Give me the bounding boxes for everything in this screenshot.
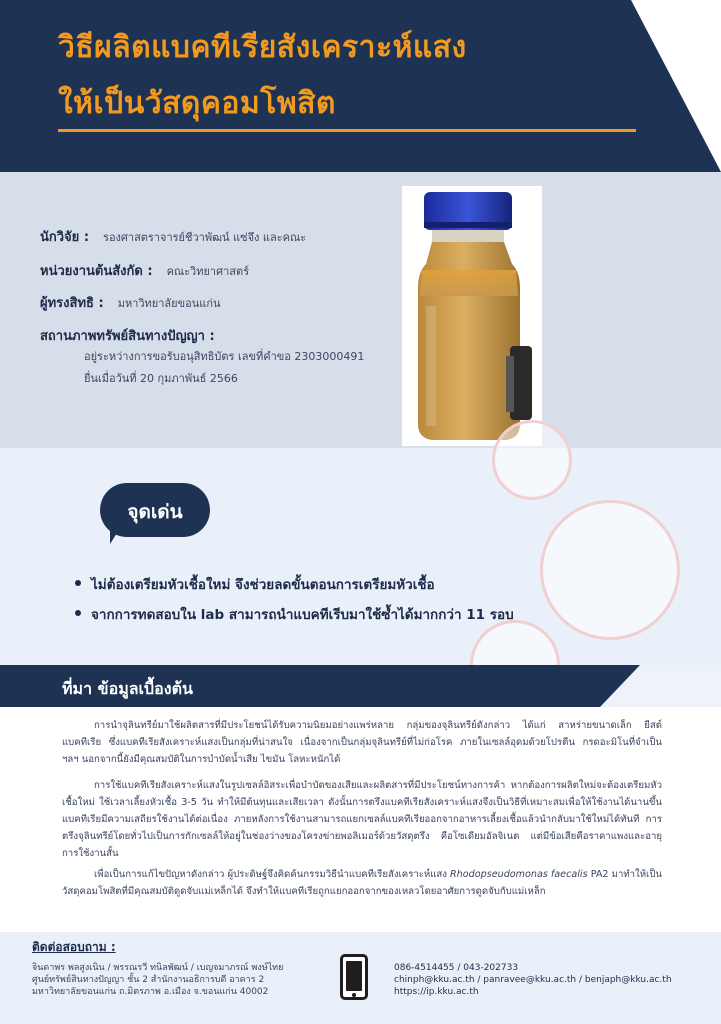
highlight-item: ไม่ต้องเตรียมหัวเชื้อใหม่ จึงช่วยลดขั้นตอนการเตรียมหัวเชื้อ — [75, 573, 514, 595]
bottle-image — [402, 186, 542, 446]
researcher-value: รองศาสตราจารย์ชีวาพัฒน์ แซ่จึง และคณะ — [103, 231, 307, 244]
phone-icon — [340, 954, 368, 1000]
highlight-list — [75, 573, 514, 633]
paragraph-3-species: Rhodopseudomonas faecalis — [450, 869, 588, 880]
background-paragraph-2 — [62, 777, 662, 862]
contact-emails[interactable]: chinph@kku.ac.th / panravee@kku.ac.th / benjaph@kku.ac.th — [394, 975, 672, 985]
bacteria-circle-decoration — [540, 500, 680, 640]
owner-value: มหาวิทยาลัยขอนแก่น — [117, 297, 221, 310]
researcher-label: นักวิจัย : — [40, 230, 90, 245]
title-line-1: วิธีผลิตแบคทีเรียสังเคราะห์แสง — [58, 30, 467, 65]
header-corner-notch — [631, 0, 721, 172]
researcher-row — [40, 226, 306, 247]
owner-row — [40, 292, 221, 313]
ip-status-line-2: ยื่นเมื่อวันที่ 20 กุมภาพันธ์ 2566 — [84, 372, 238, 385]
title-underline — [58, 129, 636, 132]
highlight-title: จุดเด่น — [127, 501, 183, 523]
highlight-item: จากการทดสอบใน lab สามารถนำแบคทีเรีบมาใช้ซ้ำได้มากกว่า 11 รอบ — [75, 603, 514, 625]
title-line-2: ให้เป็นวัสดุคอมโพสิต — [58, 86, 336, 121]
contact-names: จินดาพร พลสูงเนิน / พรรณรวี ทนิลพัฒน์ / เบญจมาภรณ์ พงษ์ไทย — [32, 963, 284, 973]
ip-status-label: สถานภาพทรัพย์สินทางปัญญา : — [40, 329, 215, 344]
contact-website[interactable]: https://ip.kku.ac.th — [394, 987, 479, 997]
bacteria-circle-decoration — [492, 420, 572, 500]
owner-label: ผู้ทรงสิทธิ : — [40, 296, 104, 311]
background-paragraph-1 — [62, 717, 662, 768]
department-value: คณะวิทยาศาสตร์ — [166, 265, 250, 278]
background-title: ที่มา ข้อมูลเบื้องต้น — [62, 679, 193, 698]
paragraph-3-end: PA2 มาทำให้เป็นวัสดุคอมโพสิตที่มีคุณสมบัติดูดจับแม่เหล็กได้ จึงทำให้แบคทีเรียถูกแยกออกจากของเหลวโดยอาศัยการดูดจับกับแม่เหล็ก — [62, 869, 662, 897]
department-row — [40, 260, 249, 281]
contact-title: ติดต่อสอบถาม : — [32, 940, 116, 954]
contact-phone: 086-4514455 / 043-202733 — [394, 963, 519, 973]
department-label: หน่วยงานต้นสังกัด : — [40, 264, 153, 279]
background-paragraph-3 — [62, 866, 662, 900]
ip-status-line-1: อยู่ระหว่างการขอรับอนุสิทธิบัตร เลขที่คำขอ 2303000491 — [84, 350, 365, 363]
contact-address-1: ศูนย์ทรัพย์สินทางปัญญา ชั้น 2 สำนักงานอธิการบดี อาคาร 2 — [32, 975, 265, 985]
paragraph-3-start: เพื่อเป็นการแก้ไขปัญหาดังกล่าว ผู้ประดิษฐ์จึงคิดค้นกรรมวิธีนำแบคทีเรียสังเคราะห์แสง — [94, 869, 447, 880]
paragraph-1-text: การนำจุลินทรีย์มาใช้ผลิตสารที่มีประโยชน์ได้รับความนิยมอย่างแพร่หลาย กลุ่มของจุลินทรีย์ดังกล่าว ได้แก่ สาหร่ายขนาดเล็ก ยีสต์ แบคทีเรีย ซึ่งแบคทีเรียสังเคราะห์แสงเป็นกลุ่มที่น่าสนใจ เนื่องจากเป็นกลุ่มจุลินทรีย์ที่ไม่ก่อโรค ภายในเซลล์อุดมด้วยโปรตีน กรดอะมิโนที่จำเป็น ฯลฯ นอกจากนี้ยังมีคุณสมบัติในการบำบัดน้ำเสีย ไขมัน โลหะหนักได้ — [62, 720, 662, 765]
background-header-tip — [600, 665, 640, 707]
contact-address-2: มหาวิทยาลัยขอนแก่น ถ.มิตรภาพ อ.เมือง จ.ขอนแก่น 40002 — [32, 987, 269, 997]
paragraph-2-text: การใช้แบคทีเรียสังเคราะห์แสงในรูปเซลล์อิสระเพื่อบำบัดของเสียและผลิตสารที่มีประโยชน์ทางการค้า หากต้องการผลิตใหม่จะต้องเตรียมหัวเชื้อใหม่ ใช้เวลาเลี้ยงหัวเชื้อ 3-5 วัน ทำให้มีต้นทุนและเสียเวลา ดังนั้นการตรึงแบคทีเรียสังเคราะห์แสงจึงเป็นวิธีที่เหมาะสมเพื่อให้ใช้งานได้นานขึ้น แบคทีเรียมีความเสถียรใช้งานได้ต่อเนื่อง ภายหลังการใช้งานสามารถแยกเซลล์แบคทีเรียออกจากอาหารเลี้ยงเชื้อแล้วนำกลับมาใช้ใหม่ได้ทันที การตรึงจุลินทรีย์โดยทั่วไปเป็นการกักเซลล์ให้อยู่ในช่องว่างของโครงข่ายพอลิเมอร์ด้วยวัสดุตรึง คือโซเดียมอัลจิเนต แต่มีข้อเสียคือราคาแพงและอายุการใช้งานสั้น — [62, 780, 662, 859]
contact-block — [32, 962, 283, 998]
contact-details — [394, 962, 672, 998]
